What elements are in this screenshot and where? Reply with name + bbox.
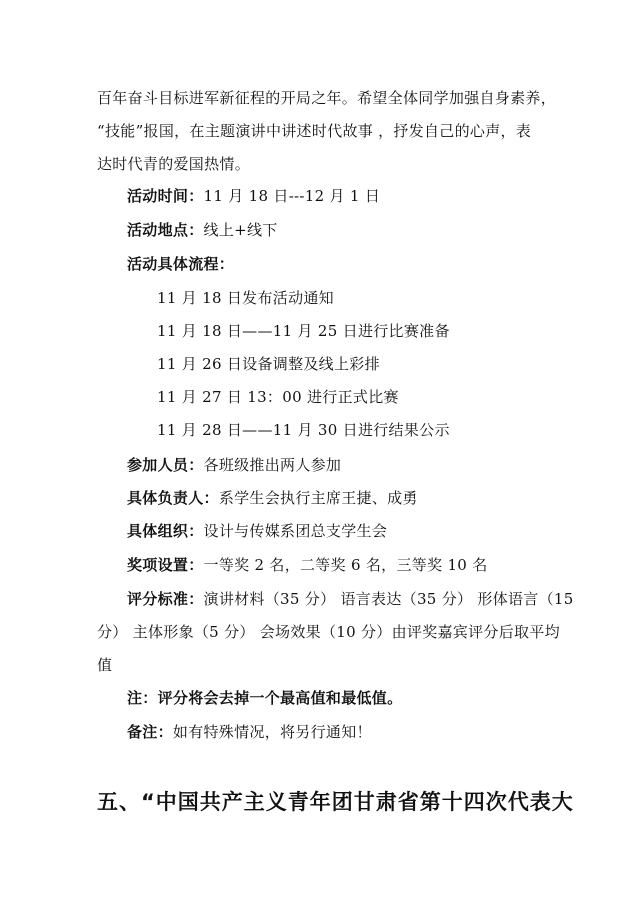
process-step: 11 月 27 日 13：00 进行正式比赛	[157, 388, 399, 406]
criteria-line-3: 值	[97, 656, 113, 674]
process-step: 11 月 18 日发布活动通知	[157, 289, 334, 307]
leader-value: 系学生会执行主席王捷、成勇	[218, 489, 418, 507]
awards-label: 奖项设置：	[127, 556, 204, 574]
leader	[127, 488, 418, 508]
participants-value: 各班级推出两人参加	[203, 456, 342, 474]
process-step: 11 月 26 日设备调整及线上彩排	[157, 355, 380, 373]
activity-place-label: 活动地点：	[127, 221, 204, 239]
activity-place-value: 线上+线下	[203, 221, 278, 239]
participants	[127, 455, 341, 475]
activity-time	[127, 186, 380, 206]
process-step: 11 月 18 日——11 月 25 日进行比赛准备	[157, 322, 450, 340]
organizer	[127, 521, 387, 541]
process-step: 11 月 28 日——11 月 30 日进行结果公示	[157, 421, 450, 439]
criteria	[127, 589, 574, 609]
section-heading: 五、“中国共产主义青年团甘肃省第十四次代表大	[97, 790, 574, 814]
leader-label: 具体负责人：	[127, 489, 219, 507]
remark	[127, 722, 372, 742]
criteria-line-2: 分） 主体形象（5 分） 会场效果（10 分）由评奖嘉宾评分后取平均	[97, 623, 560, 641]
intro-line-1: 百年奋斗目标进军新征程的开局之年。希望全体同学加强自身素养，	[97, 89, 557, 107]
awards	[127, 555, 488, 575]
intro-line-2: “技能”报国，在主题演讲中讲述时代故事 ，抒发自己的心声，表	[97, 122, 532, 140]
activity-time-value: 11 月 18 日---12 月 1 日	[203, 187, 381, 205]
criteria-label: 评分标准：	[127, 590, 204, 608]
intro-line-3: 达时代青的爱国热情。	[97, 155, 251, 173]
remark-label: 备注：	[127, 723, 173, 741]
activity-place	[127, 220, 278, 240]
criteria-line-1: 演讲材料（35 分） 语言表达（35 分） 形体语言（15	[203, 590, 574, 608]
process-label: 活动具体流程：	[127, 255, 235, 273]
organizer-label: 具体组织：	[127, 522, 204, 540]
participants-label: 参加人员：	[127, 456, 204, 474]
activity-time-label: 活动时间：	[127, 187, 204, 205]
remark-value: 如有特殊情况，将另行通知！	[172, 723, 372, 741]
note: 注：评分将会去掉一个最高值和最低值。	[127, 689, 403, 707]
awards-value: 一等奖 2 名，二等奖 6 名，三等奖 10 名	[203, 556, 488, 574]
organizer-value: 设计与传媒系团总支学生会	[203, 522, 388, 540]
